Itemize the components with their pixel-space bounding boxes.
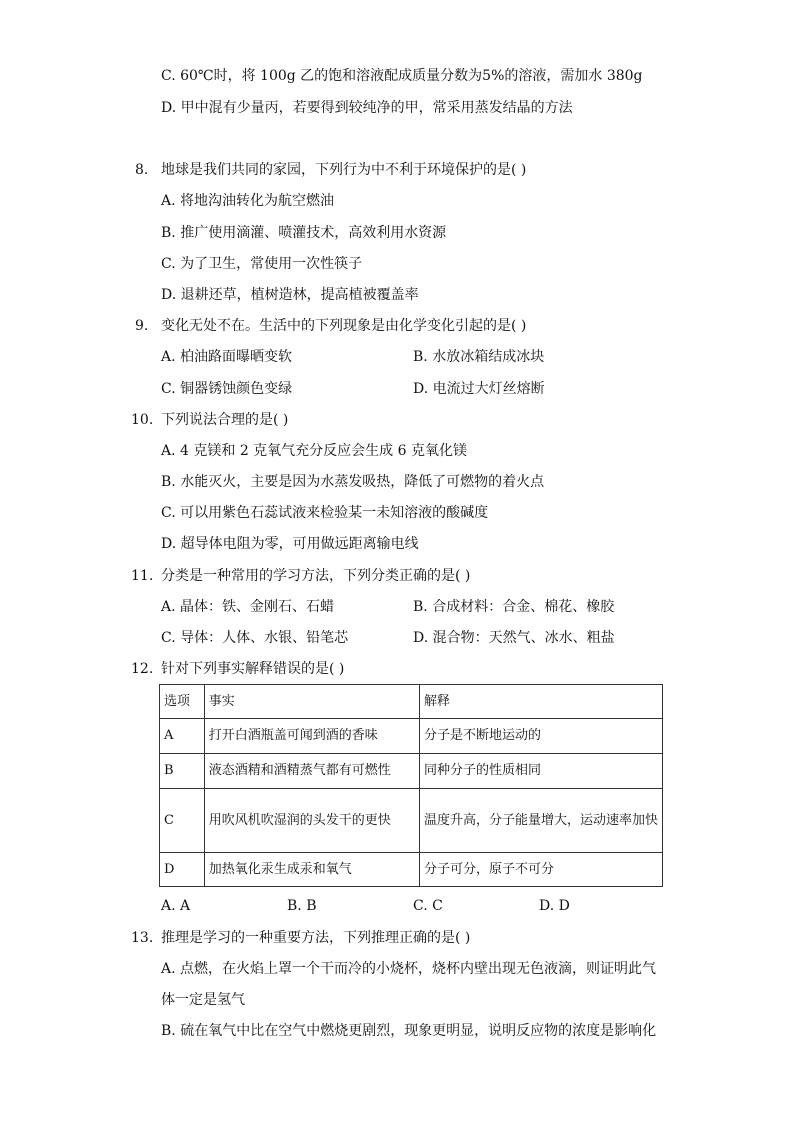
table-cell: 同种分子的性质相同	[419, 754, 662, 789]
q9-option-c: C. 铜器锈蚀颜色变绿	[161, 381, 293, 397]
q12-number: 12.	[131, 661, 154, 677]
table-row	[160, 853, 663, 887]
q12-option-b: B. B	[287, 898, 317, 914]
q8-stem: 地球是我们共同的家园，下列行为中不利于环境保护的是( )	[161, 162, 527, 178]
q13-option-a-line1: A. 点燃，在火焰上罩一个干而冷的小烧杯，烧杯内壁出现无色液滴，则证明此气	[161, 961, 657, 977]
q10-number: 10.	[131, 412, 154, 428]
table-header-row	[160, 685, 663, 719]
table-cell: 分子可分，原子不可分	[419, 853, 662, 887]
q12-option-c: C. C	[413, 898, 443, 914]
table-cell: C	[160, 789, 205, 853]
q8-option-c: C. 为了卫生，常使用一次性筷子	[161, 256, 363, 272]
q10-option-a: A. 4 克镁和 2 克氧气充分反应会生成 6 克氧化镁	[161, 443, 467, 459]
q7-option-d: D. 甲中混有少量丙，若要得到较纯净的甲，常采用蒸发结晶的方法	[161, 100, 573, 116]
q9-option-a: A. 柏油路面曝晒变软	[161, 349, 293, 365]
q8-option-d: D. 退耕还草，植树造林，提高植被覆盖率	[161, 287, 419, 303]
q11-option-c: C. 导体：人体、水银、铅笔芯	[161, 630, 349, 646]
q10-option-d: D. 超导体电阻为零，可用做远距离输电线	[161, 536, 419, 552]
q11-number: 11.	[131, 568, 154, 584]
q11-option-d: D. 混合物：天然气、冰水、粗盐	[413, 630, 615, 646]
q12-option-a: A. A	[161, 898, 191, 914]
table-cell: 液态酒精和酒精蒸气都有可燃性	[204, 754, 419, 789]
q13-option-a-line2: 体一定是氢气	[161, 992, 245, 1008]
q10-option-b: B. 水能灭火，主要是因为水蒸发吸热，降低了可燃物的着火点	[161, 474, 545, 490]
q9-option-d: D. 电流过大灯丝熔断	[413, 381, 545, 397]
q11-option-b: B. 合成材料：合金、棉花、橡胶	[413, 599, 615, 615]
table-cell: 用吹风机吹湿润的头发干的更快	[204, 789, 419, 853]
q13-stem: 推理是学习的一种重要方法，下列推理正确的是( )	[161, 930, 471, 946]
q9-option-b: B. 水放冰箱结成冰块	[413, 349, 545, 365]
table-header-cell: 事实	[204, 685, 419, 719]
table-cell: 加热氧化汞生成汞和氧气	[204, 853, 419, 887]
table-row	[160, 789, 663, 853]
q13-option-b-line1: B. 硫在氧气中比在空气中燃烧更剧烈，现象更明显，说明反应物的浓度是影响化	[161, 1023, 657, 1039]
q8-number: 8.	[135, 162, 149, 178]
q9-number: 9.	[135, 318, 149, 334]
table-cell: 打开白酒瓶盖可闻到酒的香味	[204, 719, 419, 754]
q13-number: 13.	[131, 930, 154, 946]
table-cell: A	[160, 719, 205, 754]
q8-option-a: A. 将地沟油转化为航空燃油	[161, 193, 335, 209]
table-cell: B	[160, 754, 205, 789]
q12-stem: 针对下列事实解释错误的是( )	[161, 661, 345, 677]
table-cell: D	[160, 853, 205, 887]
q12-table	[159, 684, 663, 887]
q7-option-c: C. 60℃时，将 100g 乙的饱和溶液配成质量分数为5%的溶液，需加水 380g	[161, 68, 643, 84]
q11-option-a: A. 晶体：铁、金刚石、石蜡	[161, 599, 335, 615]
q12-option-d: D. D	[539, 898, 570, 914]
q10-stem: 下列说法合理的是( )	[161, 412, 289, 428]
table-header-cell: 解释	[419, 685, 662, 719]
q8-option-b: B. 推广使用滴灌、喷灌技术，高效利用水资源	[161, 225, 447, 241]
table-row	[160, 719, 663, 754]
table-cell: 分子是不断地运动的	[419, 719, 662, 754]
table-header-cell: 选项	[160, 685, 205, 719]
q11-stem: 分类是一种常用的学习方法，下列分类正确的是( )	[161, 568, 471, 584]
table-cell: 温度升高，分子能量增大，运动速率加快	[419, 789, 662, 853]
table-row	[160, 754, 663, 789]
q10-option-c: C. 可以用紫色石蕊试液来检验某一未知溶液的酸碱度	[161, 505, 489, 521]
q9-stem: 变化无处不在。生活中的下列现象是由化学变化引起的是( )	[161, 318, 527, 334]
